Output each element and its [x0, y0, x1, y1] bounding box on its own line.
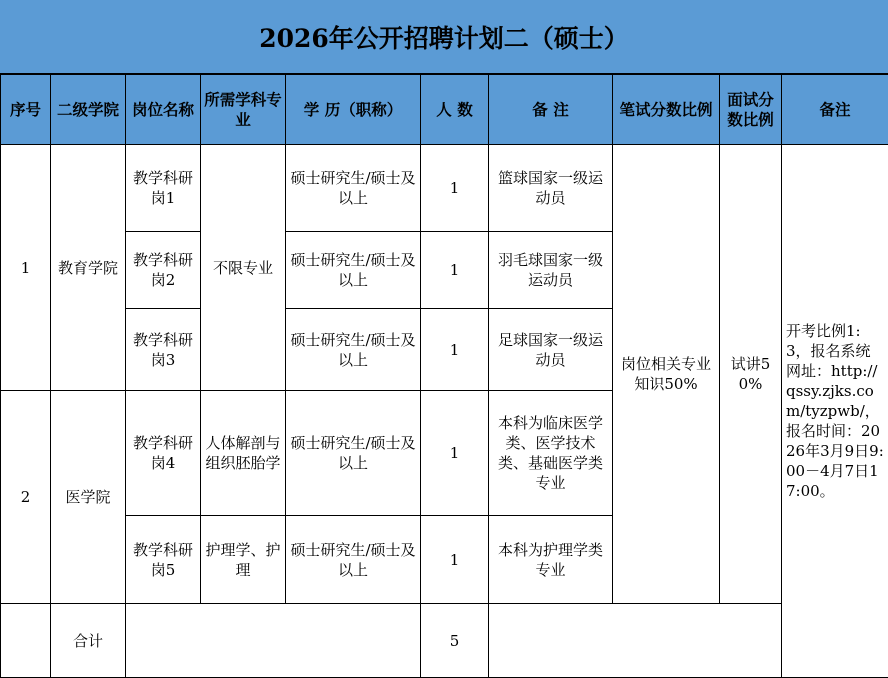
- position-cell: 教学科研岗3: [126, 309, 201, 391]
- header-seq: 序号: [1, 75, 51, 145]
- remark-cell: 篮球国家一级运动员: [489, 145, 613, 232]
- count-cell: 1: [421, 309, 489, 391]
- position-cell: 教学科研岗4: [126, 391, 201, 516]
- header-education: 学 历（职称）: [286, 75, 421, 145]
- position-cell: 教学科研岗5: [126, 516, 201, 604]
- remark-cell: 本科为护理学类专业: [489, 516, 613, 604]
- total-row: [1, 604, 888, 678]
- total-seq-cell: [1, 604, 51, 678]
- header-interview-ratio: 面试分数比例: [720, 75, 782, 145]
- count-cell: 1: [421, 145, 489, 232]
- total-empty-cell: [126, 604, 421, 678]
- education-cell: 硕士研究生/硕士及以上: [286, 309, 421, 391]
- page-title: 2026年公开招聘计划二（硕士）: [0, 0, 888, 74]
- major-cell: 人体解剖与组织胚胎学: [201, 391, 286, 516]
- header-college: 二级学院: [51, 75, 126, 145]
- remark-cell: 羽毛球国家一级运动员: [489, 232, 613, 309]
- remark-cell: 足球国家一级运动员: [489, 309, 613, 391]
- header-note: 备注: [782, 75, 888, 145]
- seq-cell: 2: [1, 391, 51, 604]
- interview-ratio-cell: 试讲50%: [720, 145, 782, 604]
- count-cell: 1: [421, 232, 489, 309]
- total-count: 5: [421, 604, 489, 678]
- header-major: 所需学科专业: [201, 75, 286, 145]
- education-cell: 硕士研究生/硕士及以上: [286, 232, 421, 309]
- total-empty-cell: [489, 604, 782, 678]
- header-position: 岗位名称: [126, 75, 201, 145]
- college-cell: 教育学院: [51, 145, 126, 391]
- college-cell: 医学院: [51, 391, 126, 604]
- count-cell: 1: [421, 516, 489, 604]
- education-cell: 硕士研究生/硕士及以上: [286, 145, 421, 232]
- seq-cell: 1: [1, 145, 51, 391]
- table-row: [1, 145, 888, 232]
- header-row: [1, 75, 888, 145]
- major-cell: 不限专业: [201, 145, 286, 391]
- count-cell: 1: [421, 391, 489, 516]
- education-cell: 硕士研究生/硕士及以上: [286, 391, 421, 516]
- recruitment-plan-table: [0, 74, 888, 678]
- position-cell: 教学科研岗2: [126, 232, 201, 309]
- total-label: 合计: [51, 604, 126, 678]
- note-cell: 开考比例1:3，报名系统网址：http://qssy.zjks.com/tyzpwb/，报名时间：2026年3月9日9:00－4月7日17:00。: [782, 145, 888, 678]
- header-count: 人 数: [421, 75, 489, 145]
- header-remark: 备 注: [489, 75, 613, 145]
- position-cell: 教学科研岗1: [126, 145, 201, 232]
- header-written-ratio: 笔试分数比例: [613, 75, 720, 145]
- major-cell: 护理学、护理: [201, 516, 286, 604]
- remark-cell: 本科为临床医学类、医学技术类、基础医学类专业: [489, 391, 613, 516]
- education-cell: 硕士研究生/硕士及以上: [286, 516, 421, 604]
- written-ratio-cell: 岗位相关专业知识50%: [613, 145, 720, 604]
